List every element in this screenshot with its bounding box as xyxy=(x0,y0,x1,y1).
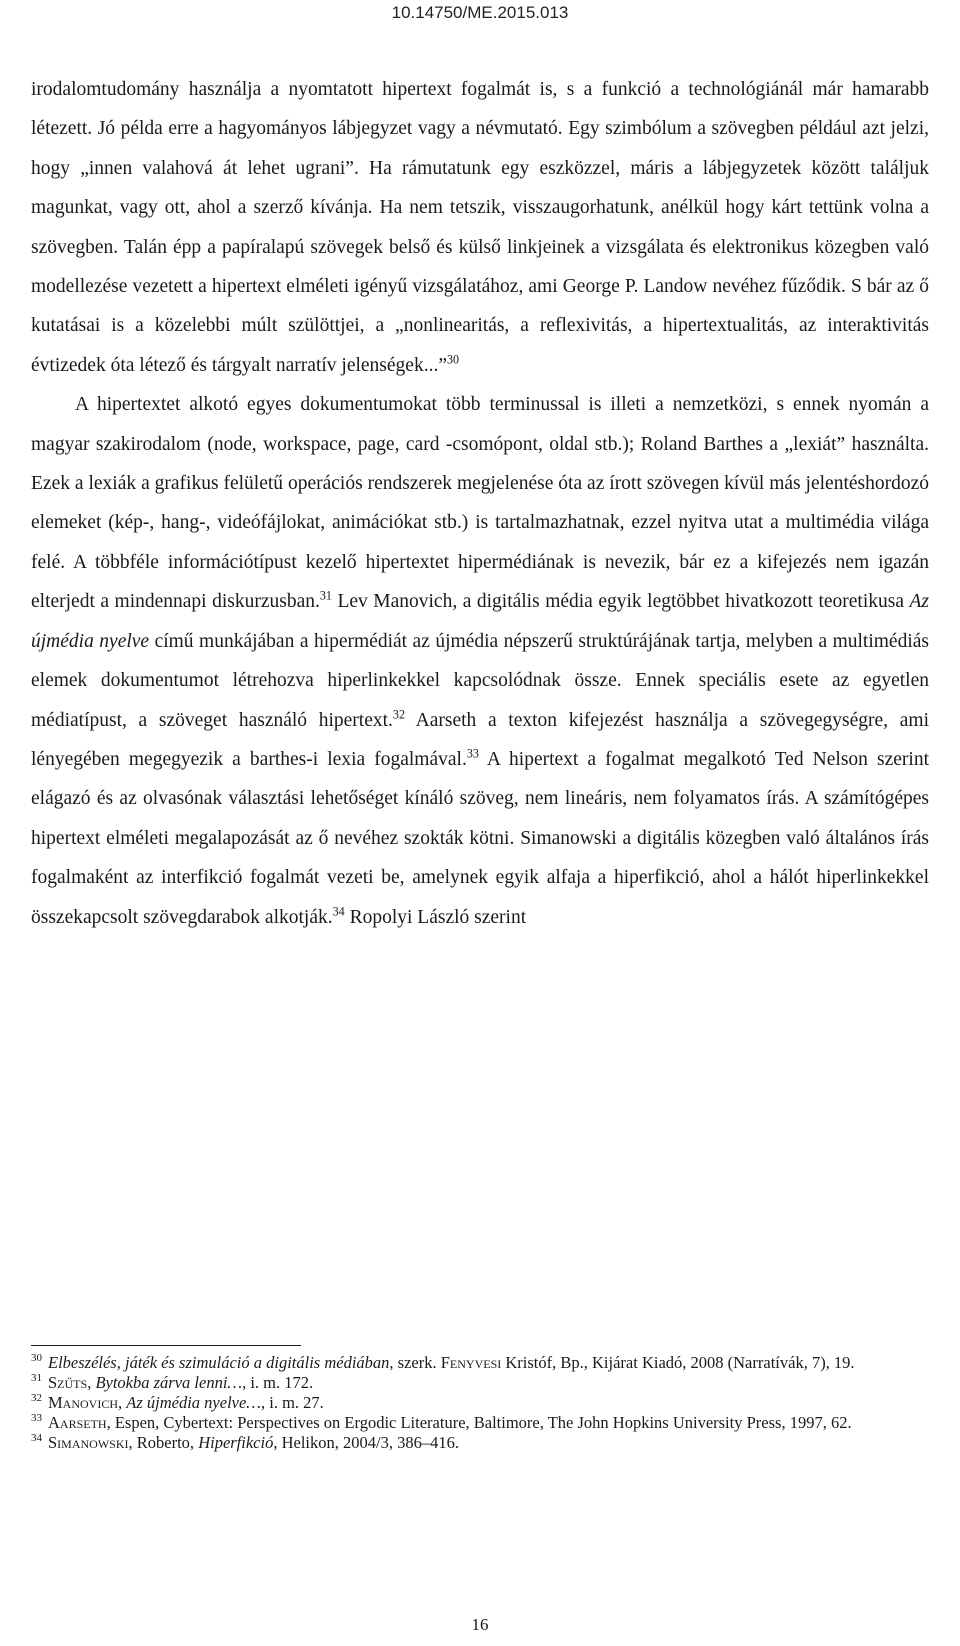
footnote-ref-32[interactable]: 32 xyxy=(392,707,405,721)
footnote-number: 32 xyxy=(31,1392,42,1404)
footnote-title: Elbeszélés, játék és szimuláció a digitális médiában xyxy=(48,1353,390,1372)
footnote-32 xyxy=(31,1393,929,1413)
footnote-title: Az újmédia nyelve… xyxy=(126,1393,261,1412)
footnote-ref-34[interactable]: 34 xyxy=(332,904,345,919)
paragraph-2-text-e: A hipertext a fogalmat megalkotó Ted Nelson szerint elágazó és az olvasónak választási lehetőséget kínáló szöveg, nem lineáris, nem folyamatos írás. A számítógépes hipertext elméleti megalapozását az ő nevéhez szokták kötni. Simanowski a digitális közegben való általános írás fogalmaként az interfikció fogalmát vezeti be, amelynek egyik alfaja a hiperfikció, ahol a hálót hiperlinkekkel összekapcsolt szövegdarabok alkotják. xyxy=(31,748,929,928)
paragraph-2-text-a: A hipertextet alkotó egyes dokumentumokat több terminussal is illeti a nemzetközi, s ennek nyomán a magyar szakirodalom (node, workspace, page, card -csomópont, oldal stb.); Roland Barthes a „lexiát” használta. Ezek a lexiák a grafikus felületű operációs rendszerek megjelenése óta az írott szövegen kívül más jelentéshordozó elemeket (kép-, hang-, videófájlokat, animációkat stb.) is tartalmazhatnak, ezzel nyitva utat a multimédia világa felé. A többféle információtípust kezelő hipertextet hipermédiának is nevezik, bár ez a kifejezés nem igazán elterjedt a mindennapi diskurzusban. xyxy=(31,394,929,613)
footnote-title: Hiperfikció xyxy=(198,1433,274,1452)
footnote-number: 31 xyxy=(31,1372,42,1384)
footnote-number: 30 xyxy=(31,1352,42,1364)
footnote-author: Manovich xyxy=(48,1393,119,1412)
footnote-ref-30[interactable]: 30 xyxy=(446,352,460,367)
footnote-ref-31[interactable]: 31 xyxy=(319,588,332,603)
paragraph-2-text-b: Lev Manovich, a digitális média egyik legtöbbet hivatkozott teoretikusa xyxy=(331,591,910,613)
paragraph-2-text-c: című munkájában a hipermédiát az újmédia népszerű struktúrájának tartja, melyben a multimédiás elemek dokumentumot létrehozva hiperlinkekkel kapcsolódnak össze. Ennek speciális esete az egyetlen médiatípust, a szöveget használó hipertext. xyxy=(31,630,929,731)
footnote-text: , i. m. 172. xyxy=(242,1373,314,1392)
doi-header: 10.14750/ME.2015.013 xyxy=(391,3,569,22)
footnote-31 xyxy=(31,1373,929,1393)
book-title: Az újmédia nyelve xyxy=(31,591,929,652)
paragraph-2 xyxy=(31,385,929,937)
paragraph-2-text-f: Ropolyi László szerint xyxy=(344,906,527,928)
footnote-separator xyxy=(31,1345,301,1346)
footnote-title: Bytokba zárva lenni… xyxy=(95,1373,243,1392)
footnote-author: Simanowski xyxy=(48,1433,129,1452)
footnote-text: Kristóf, Bp., Kijárat Kiadó, 2008 (Narratívák, 7), 19. xyxy=(501,1353,855,1372)
paragraph-1-text: irodalomtudomány használja a nyomtatott hipertext fogalmát is, s a funkció a technológiánál már hamarabb létezett. Jó példa erre a hagyományos lábjegyzet vagy a névmutató. Egy szimbólum a szövegben például azt jelzi, hogy „innen valahová át lehet ugrani”. Ha rámutatunk egy eszközzel, máris a lábjegyzetek között találjuk magunkat, vagy ott, ahol a szerző kívánja. Ha nem tetszik, visszaugorhatunk, anélkül hogy kárt tettünk volna a szövegben. Talán épp a papíralapú szövegek belső és külső linkjeinek a vizsgálata és elektronikus közegben való modellezése vezetett a hipertext elméleti igényű vizsgálatához, ami George P. Landow nevéhez fűződik. S bár az ő kutatásai is a közelebbi múlt szülöttjei, a „nonlinearitás, a reflexivitás, a hipertextualitás, az interaktivitás évtizedek óta létező és tárgyalt narratív jelenségek...” xyxy=(31,79,929,376)
main-text xyxy=(31,70,929,937)
footnote-author: Szűts xyxy=(48,1373,88,1392)
footnote-number: 33 xyxy=(31,1412,42,1424)
footnote-text: , Espen, Cybertext: Perspectives on Ergodic Literature, Baltimore, The John Hopkins University Press, 1997, 62. xyxy=(106,1413,852,1432)
footnote-number: 34 xyxy=(31,1432,42,1444)
footnote-33 xyxy=(31,1413,929,1433)
footnote-text: , i. m. 27. xyxy=(260,1393,324,1412)
footnote-text: , szerk. xyxy=(389,1353,441,1372)
footnote-text: , xyxy=(87,1373,96,1392)
footnote-author: Aarseth xyxy=(48,1413,107,1432)
page-number: 16 xyxy=(471,1615,489,1634)
paragraph-1 xyxy=(31,70,929,385)
footnote-ref-33[interactable]: 33 xyxy=(466,746,479,761)
footnote-text: , Roberto, xyxy=(128,1433,199,1452)
footnotes xyxy=(31,1353,929,1453)
footnote-30 xyxy=(31,1353,929,1373)
footnote-text: , Helikon, 2004/3, 386–416. xyxy=(273,1433,459,1452)
paragraph-2-text-d: Aarseth a texton kifejezést használja a szövegegységre, ami lényegében megegyezik a barthes-i lexia fogalmával. xyxy=(31,709,929,770)
footnote-text: , xyxy=(118,1393,127,1412)
footnote-author: Fenyvesi xyxy=(440,1353,502,1372)
footnote-34 xyxy=(31,1433,929,1453)
